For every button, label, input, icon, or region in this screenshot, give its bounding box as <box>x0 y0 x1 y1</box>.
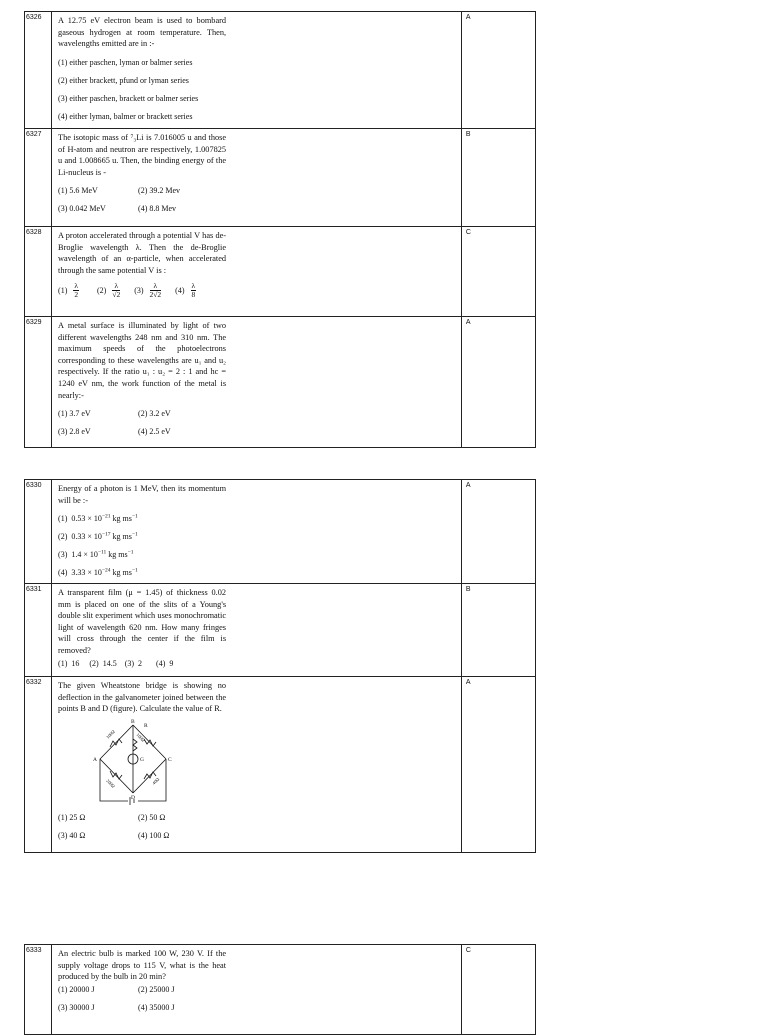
answer-key: C <box>465 947 471 954</box>
node-label-A: A <box>93 756 98 763</box>
question-stem: A 12.75 eV electron beam is used to bombard gaseous hydrogen at room temperature. Then, wavelengths emitted are in :- <box>58 16 227 49</box>
resistor-label-BD: 100Ω <box>135 731 147 743</box>
option-4: (4) $3.33 \times 10^{-24}$ kg $ms^{-1}$ <box>58 567 138 578</box>
option-1: (1) $0.53 \times 10^{-21}$ kg $ms^{-1}$ <box>58 513 138 524</box>
option-3-label: (3) <box>134 286 144 296</box>
answer-key: B <box>465 131 471 138</box>
option-4: (4) 100 Ω <box>138 830 170 840</box>
option-4: (4) 8.8 Mev <box>138 204 177 214</box>
node-label-R: R <box>144 722 148 729</box>
question-stem: The given Wheatstone bridge is showing no deflection in the galvanometer joined between the points B and D (figure). Calculate the value of R. <box>58 681 227 714</box>
question-id: 6328 <box>26 229 42 236</box>
option-4: (4) either lyman, balmer or brackett series <box>58 111 193 121</box>
question-table-1 <box>24 11 536 448</box>
fraction-options <box>58 282 226 299</box>
option-4: (4) 35000 J <box>138 1002 175 1012</box>
option-4: (4) 2.5 eV <box>138 427 171 437</box>
option-2: (2) 50 Ω <box>138 812 166 822</box>
answer-key: B <box>465 586 471 593</box>
question-stem: A proton accelerated through a potential V has de-Broglie wavelength λ. Then the de-Broglie wavelength of an α-particle, when accelerated through the same potential V is : <box>58 231 227 275</box>
option-2: (2) 3.2 eV <box>138 409 171 419</box>
option-1-fraction: $\frac{\lambda}{2}$ <box>74 281 79 300</box>
option-4-label: (4) <box>175 286 185 296</box>
answer-key: A <box>465 482 471 489</box>
question-id: 6326 <box>26 14 42 21</box>
arm-BC <box>133 722 166 759</box>
question-id: 6329 <box>26 319 42 326</box>
answer-key: A <box>465 14 471 21</box>
option-2: (2) 25000 J <box>138 984 175 994</box>
arm-CD <box>133 756 166 793</box>
option-3: (3) 40 Ω <box>58 830 86 840</box>
option-1-label: (1) <box>58 286 68 296</box>
question-id: 6327 <box>26 131 42 138</box>
question-stem: The isotopic mass of ⁷₃Li is 7.016005 u and those of H-atom and neutron are respectively, 1.007825 u and 1.008665 u. Then, the binding energy of the Li-nucleus is - <box>58 133 227 177</box>
answer-key: A <box>465 319 471 326</box>
option-1: (1) 20000 J <box>58 984 95 994</box>
option-3: (3) 0.042 MeV <box>58 204 106 214</box>
question-id: 6333 <box>26 947 42 954</box>
node-label-D: D <box>131 794 136 801</box>
table-row <box>25 129 536 227</box>
arm-AB <box>100 725 133 759</box>
option-3: (3) 30000 J <box>58 1002 95 1012</box>
node-label-B: B <box>131 718 135 725</box>
option-3: (3) 2.8 eV <box>58 427 91 437</box>
resistor-label-AD: 200Ω <box>105 777 117 789</box>
option-1: (1) 25 Ω <box>58 812 86 822</box>
table-row <box>25 945 536 1035</box>
option-2-fraction: $\frac{\lambda}{√2}$ <box>112 281 121 300</box>
question-id: 6330 <box>26 482 42 489</box>
arm-AD <box>100 759 133 793</box>
node-label-C: C <box>168 756 172 763</box>
table-row <box>25 12 536 129</box>
option-2: (2) either brackett, pfund or lyman series <box>58 75 189 85</box>
option-1: (1) 5.6 MeV <box>58 186 98 196</box>
resistor-BD-zigzag <box>133 739 137 751</box>
question-stem: An electric bulb is marked 100 W, 230 V. If the supply voltage drops to 115 V, what is the heat produced by the bulb in 20 min? <box>58 949 227 982</box>
galvanometer-label: G <box>140 756 145 763</box>
options-line: (1) 16 (2) 14.5 (3) 2 (4) 9 <box>58 658 174 668</box>
option-1: (1) either paschen, lyman or balmer series <box>58 57 193 67</box>
answer-key: C <box>465 229 471 236</box>
option-3-fraction: $\frac{\lambda}{2√2}$ <box>149 281 162 300</box>
question-stem: Energy of a photon is 1 MeV, then its momentum will be :- <box>58 484 227 505</box>
question-table-2 <box>24 479 536 853</box>
wheatstone-bridge-figure <box>88 717 178 807</box>
option-2: (2) 39.2 Mev <box>138 186 181 196</box>
question-stem: A transparent film (μ = 1.45) of thickness 0.02 mm is placed on one of the slits of a Young's double slit experiment which uses monochromatic light of wavelength 620 nm. How many fringes will cross through the center if the film is removed? <box>58 588 227 655</box>
resistor-label-AB: 100Ω <box>105 728 116 740</box>
option-1: (1) 3.7 eV <box>58 409 91 419</box>
option-3: (3) either paschen, brackett or balmer series <box>58 93 199 103</box>
table-row <box>25 584 536 677</box>
option-2-label: (2) <box>97 286 107 296</box>
question-id: 6332 <box>26 679 42 686</box>
table-row <box>25 227 536 317</box>
option-2: (2) $0.33 \times 10^{-17}$ kg $ms^{-1}$ <box>58 531 138 542</box>
question-table-3 <box>24 944 536 1035</box>
table-row <box>25 480 536 584</box>
question-id: 6331 <box>26 586 42 593</box>
answer-key: A <box>465 679 471 686</box>
table-row <box>25 677 536 853</box>
option-3: (3) $1.4 \times 10^{-11}$ kg $ms^{-1}$ <box>58 549 134 560</box>
option-4-fraction: $\frac{\lambda}{8}$ <box>191 281 196 300</box>
resistor-label-CD: 40Ω <box>151 776 161 786</box>
table-row <box>25 317 536 448</box>
question-stem: A metal surface is illuminated by light of two different wavelengths 248 nm and 310 nm. The maximum speeds of the photoelectrons corresponding to these wavelengths are u₁ and u₂ respectively. If the ratio u₁ : u₂ = 2 : 1 and hc = 1240 eV nm, the work function of the metal is nearly:- <box>58 321 227 400</box>
